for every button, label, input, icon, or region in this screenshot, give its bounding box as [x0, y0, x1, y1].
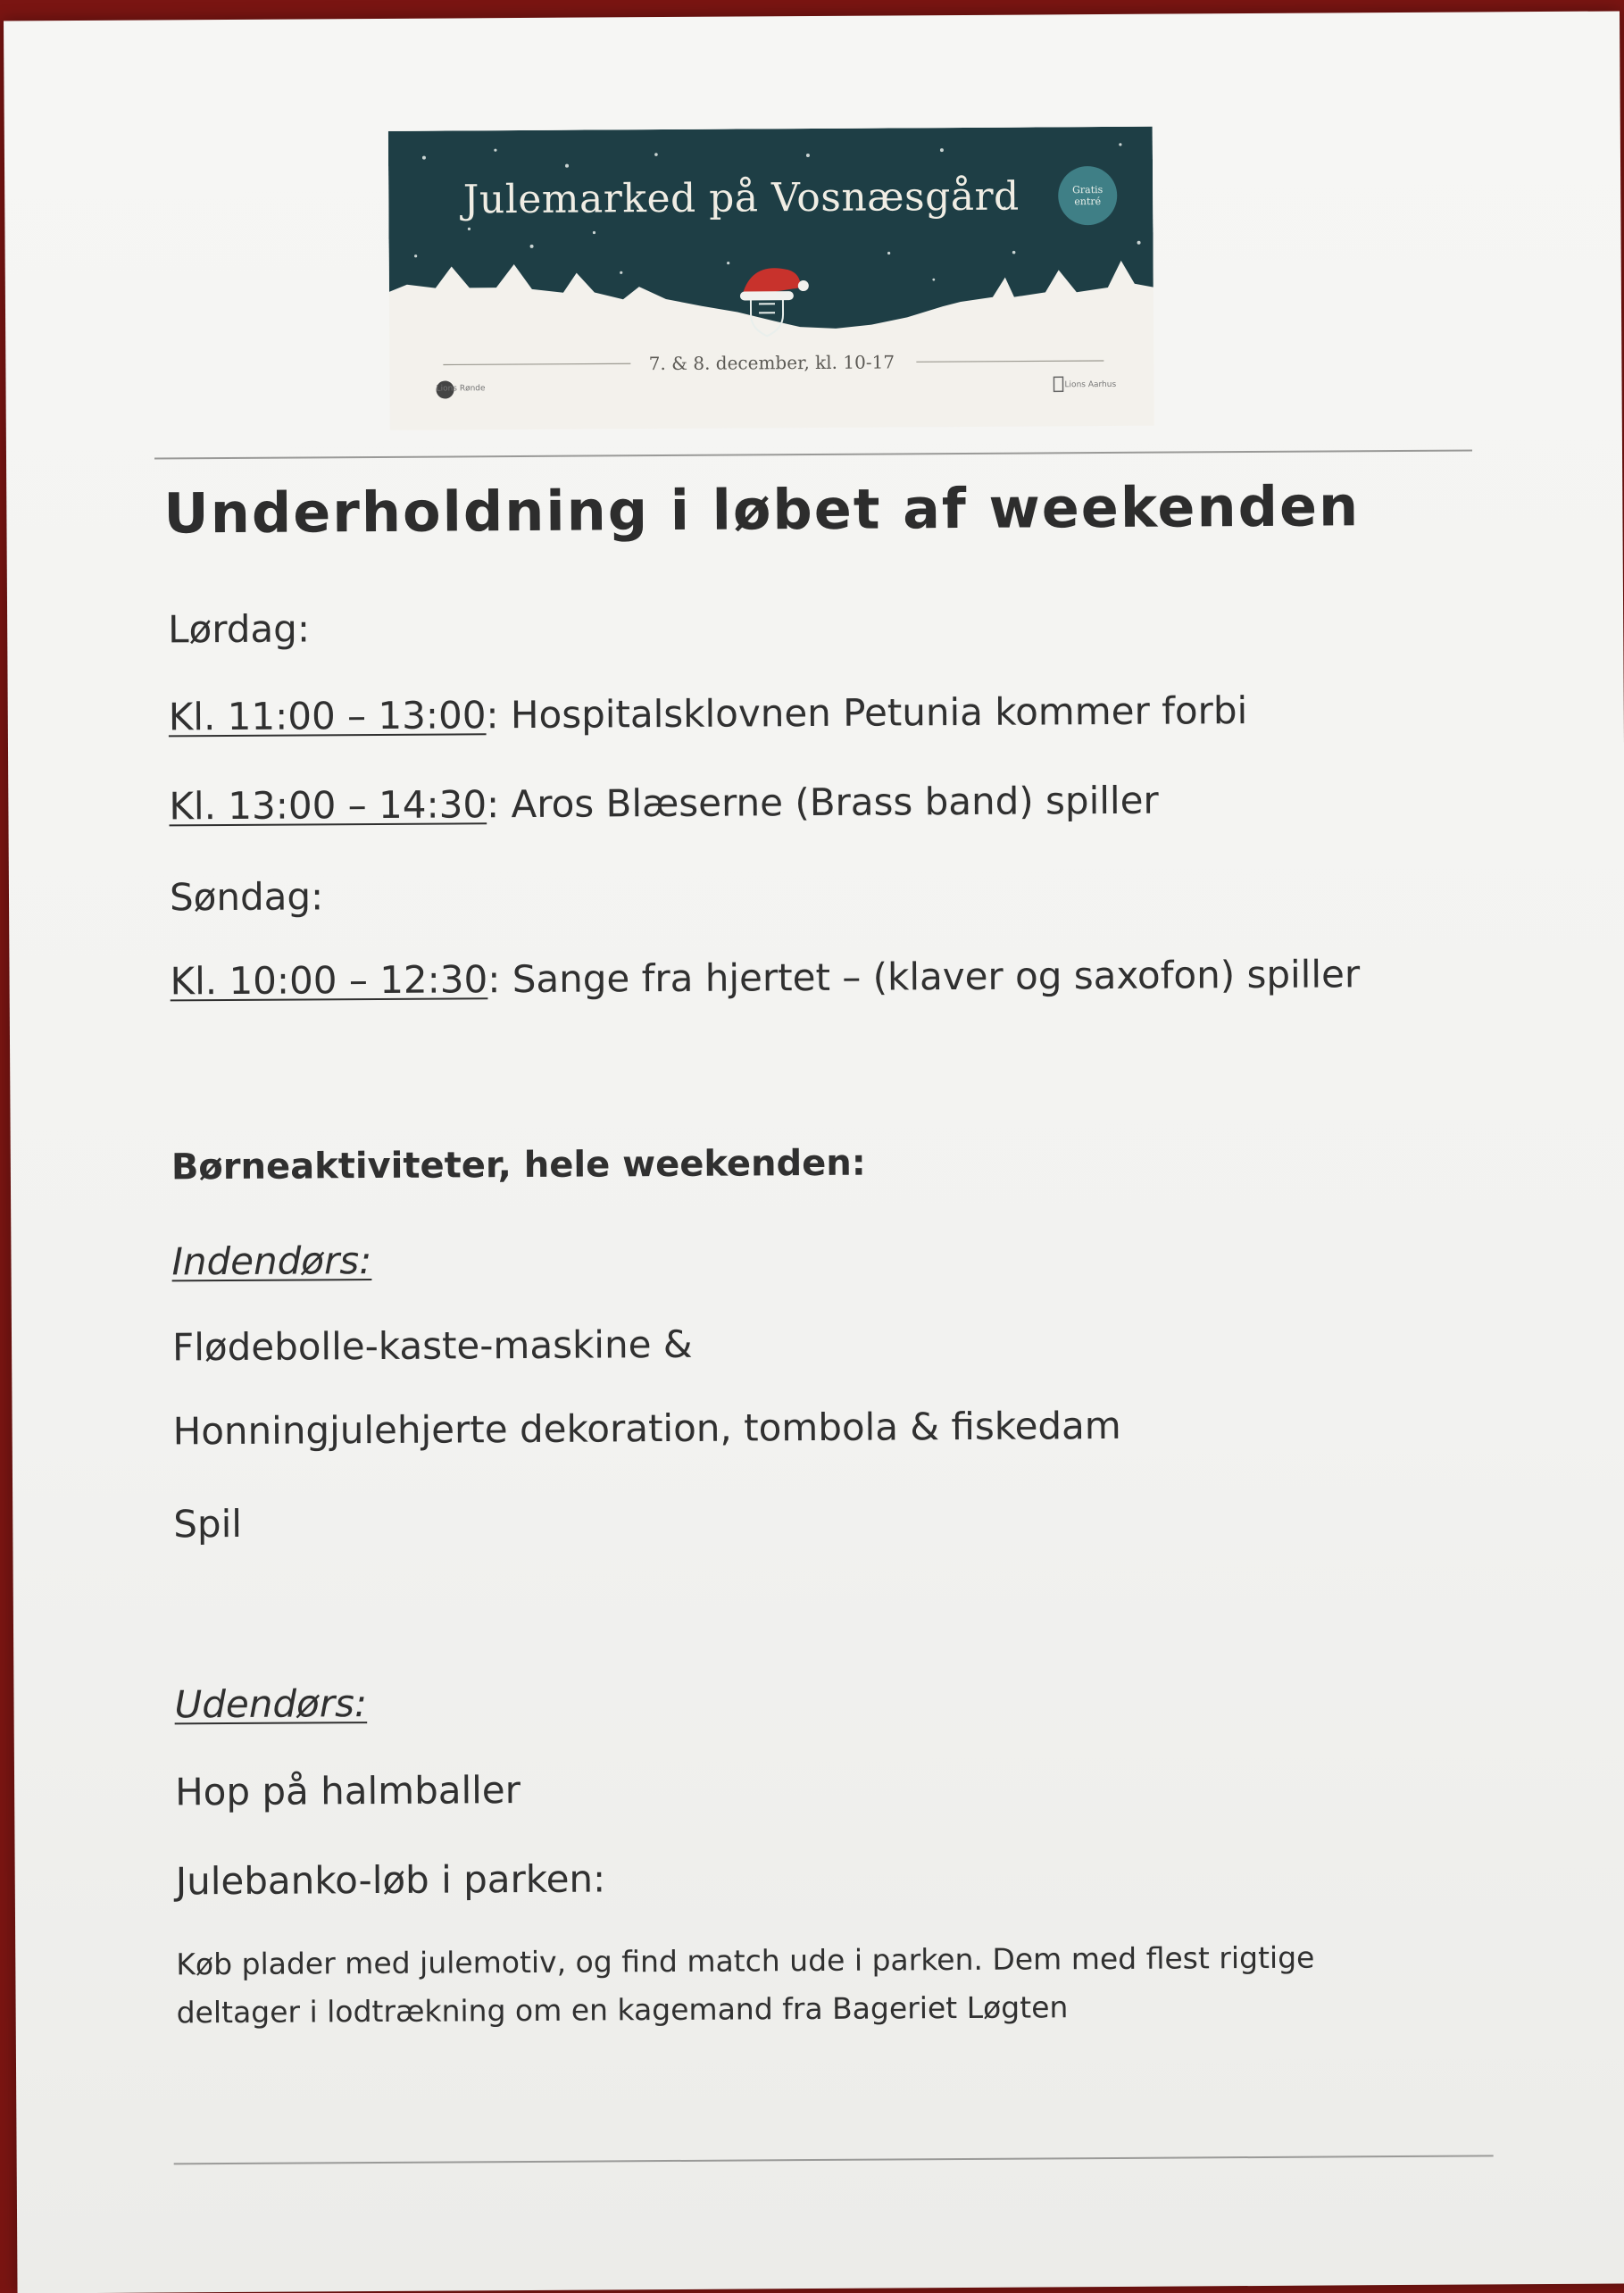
list-item: Spil [173, 1501, 243, 1547]
indoor-label: Indendørs: [171, 1238, 372, 1284]
event-row [170, 952, 1360, 1003]
bottom-divider [174, 2155, 1494, 2164]
page-title: Underholdning i løbet af weekenden [163, 473, 1361, 546]
event-time: Kl. 11:00 – 13:00 [168, 693, 487, 739]
event-row [169, 688, 1248, 738]
event-text: : Sange fra hjertet – (klaver og saxofon) spiller [487, 952, 1361, 1002]
note-line: deltager i lodtrækning om en kagemand fra Bageriet Løgten [176, 1989, 1069, 2030]
event-time: Kl. 10:00 – 12:30 [170, 957, 488, 1004]
event-banner [388, 127, 1154, 430]
event-text: : Aros Blæserne (Brass band) spiller [486, 778, 1159, 827]
banner-title: Julemarked på Vosnæsgård [462, 173, 1020, 223]
event-row [169, 779, 1159, 829]
outdoor-label: Udendørs: [174, 1681, 368, 1727]
crest-small-icon [1054, 377, 1062, 391]
event-time: Kl. 13:00 – 14:30 [169, 782, 487, 829]
list-item: Julebanko-løb i parken: [175, 1856, 606, 1904]
list-item: Hop på halmballer [174, 1768, 521, 1814]
note-line: Køb plader med julemotiv, og find match ude i parken. Dem med flest rigtige [176, 1939, 1315, 1982]
kids-heading: Børneaktiviteter, hele weekenden: [171, 1142, 866, 1188]
top-divider [154, 449, 1472, 459]
saturday-label: Lørdag: [168, 606, 311, 652]
sponsor-left: Lions Rønde [436, 384, 486, 394]
printed-sheet [4, 11, 1624, 2293]
entry-badge: Gratis entré [1058, 166, 1117, 225]
list-item: Honningjulehjerte dekoration, tombola & fiskedam [172, 1403, 1121, 1454]
banner-date: 7. & 8. december, kl. 10-17 [648, 351, 895, 375]
event-text: : Hospitalsklovnen Petunia kommer forbi [486, 688, 1248, 738]
list-item: Flødebolle-kaste-maskine & [171, 1322, 693, 1370]
sunday-label: Søndag: [169, 874, 324, 920]
banner-artwork [388, 127, 1154, 430]
sponsor-right: Lions Aarhus [1064, 379, 1117, 390]
